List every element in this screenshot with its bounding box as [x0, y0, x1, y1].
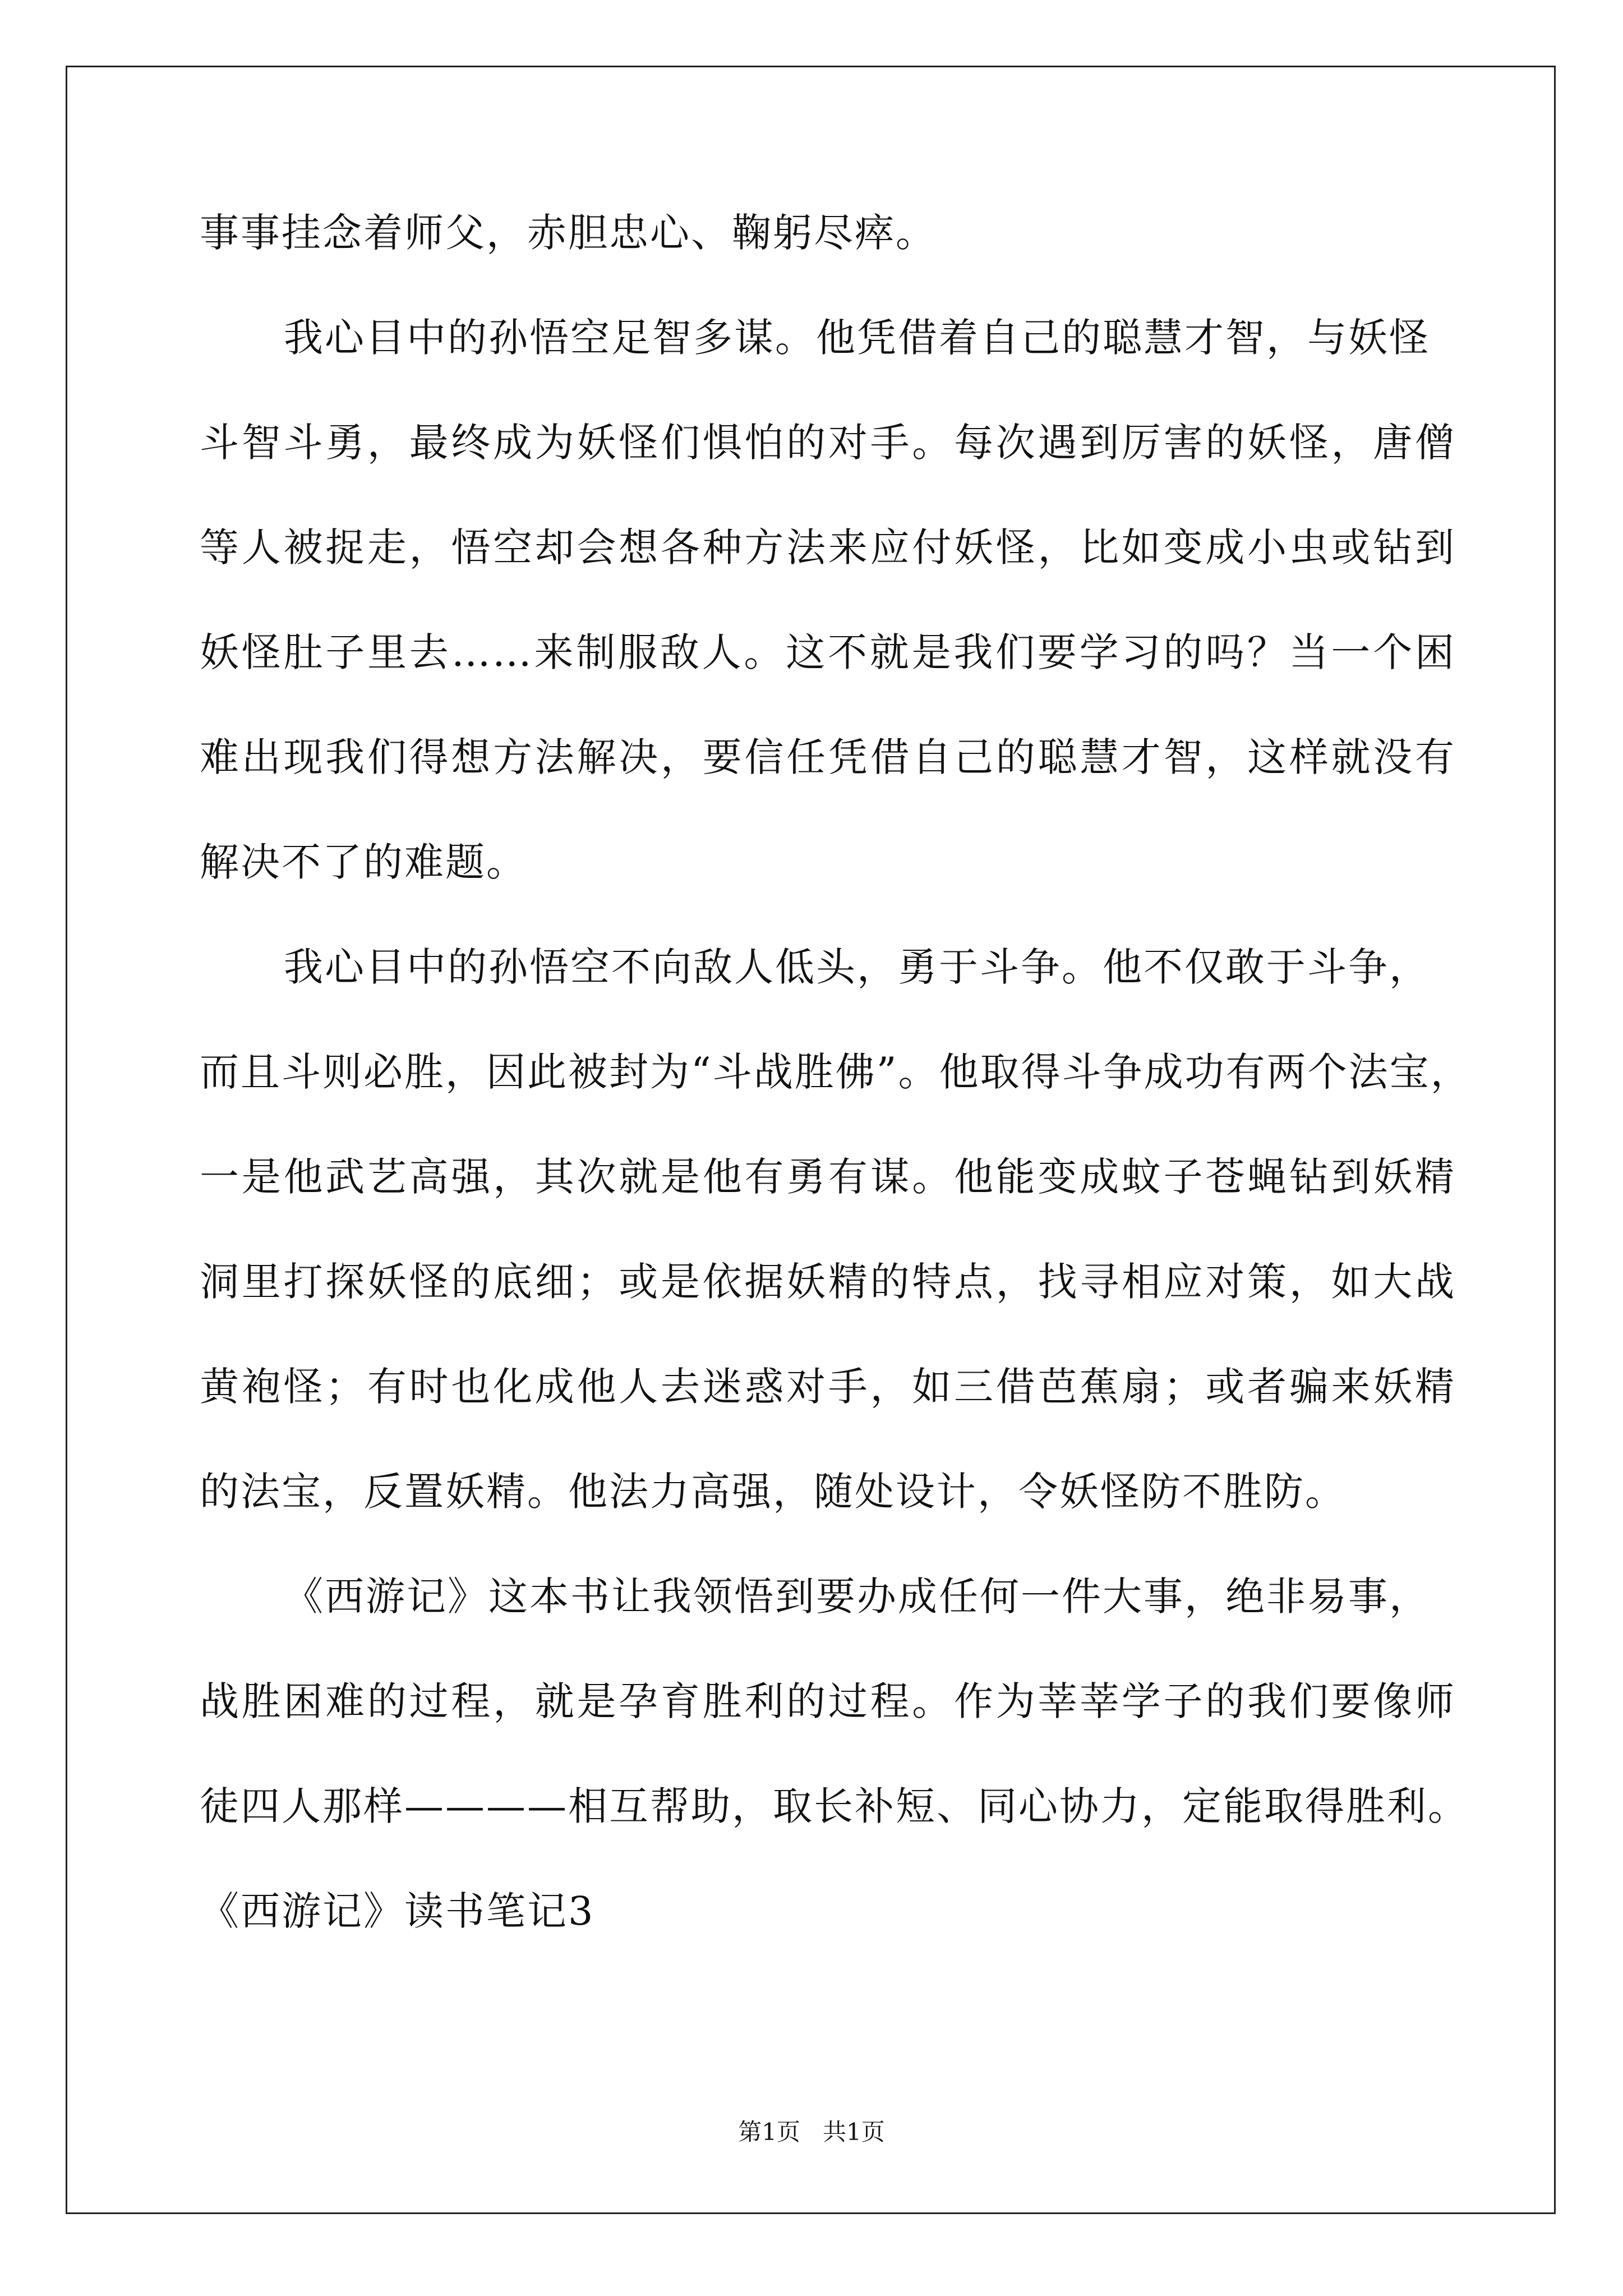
paragraph-line: 战胜困难的过程，就是孕育胜利的过程。作为莘莘学子的我们要像师	[200, 1678, 1456, 1724]
paragraph-line: 黄袍怪；有时也化成他人去迷惑对手，如三借芭蕉扇；或者骗来妖精	[200, 1364, 1456, 1410]
paragraph-line: 洞里打探妖怪的底细；或是依据妖精的特点，找寻相应对策，如大战	[200, 1259, 1456, 1305]
paragraph-line: 徒四人那样————相互帮助，取长补短、同心协力，定能取得胜利。	[200, 1783, 1469, 1829]
paragraph-line: 事事挂念着师父，赤胆忠心、鞠躬尽瘁。	[200, 210, 937, 256]
page-footer: 第1页 共1页	[738, 2118, 885, 2146]
section-heading: 《西游记》读书笔记3	[200, 1888, 595, 1934]
document-body	[200, 210, 1472, 1934]
paragraph-line: 等人被捉走，悟空却会想各种方法来应付妖怪，比如变成小虫或钻到	[200, 524, 1456, 570]
paragraph-line: 《西游记》这本书让我领悟到要办成任何一件大事，绝非易事，	[284, 1573, 1430, 1619]
paragraph-line: 妖怪肚子里去……来制服敌人。这不就是我们要学习的吗？当一个困	[200, 629, 1456, 675]
paragraph-line: 解决不了的难题。	[200, 839, 527, 885]
paragraph-line: 我心目中的孙悟空不向敌人低头，勇于斗争。他不仅敢于斗争，	[284, 944, 1430, 990]
paragraph-line: 的法宝，反置妖精。他法力高强，随处设计，令妖怪防不胜防。	[200, 1469, 1346, 1515]
paragraph-line: 斗智斗勇，最终成为妖怪们惧怕的对手。每次遇到厉害的妖怪，唐僧	[200, 420, 1456, 466]
paragraph-line: 我心目中的孙悟空足智多谋。他凭借着自己的聪慧才智，与妖怪	[284, 315, 1430, 361]
paragraph-line: 难出现我们得想方法解决，要信任凭借自己的聪慧才智，这样就没有	[200, 734, 1456, 780]
paragraph-line: 一是他武艺高强，其次就是他有勇有谋。他能变成蚊子苍蝇钻到妖精	[200, 1154, 1456, 1200]
paragraph-line: 而且斗则必胜，因此被封为“斗战胜佛”。他取得斗争成功有两个法宝，	[200, 1049, 1472, 1095]
